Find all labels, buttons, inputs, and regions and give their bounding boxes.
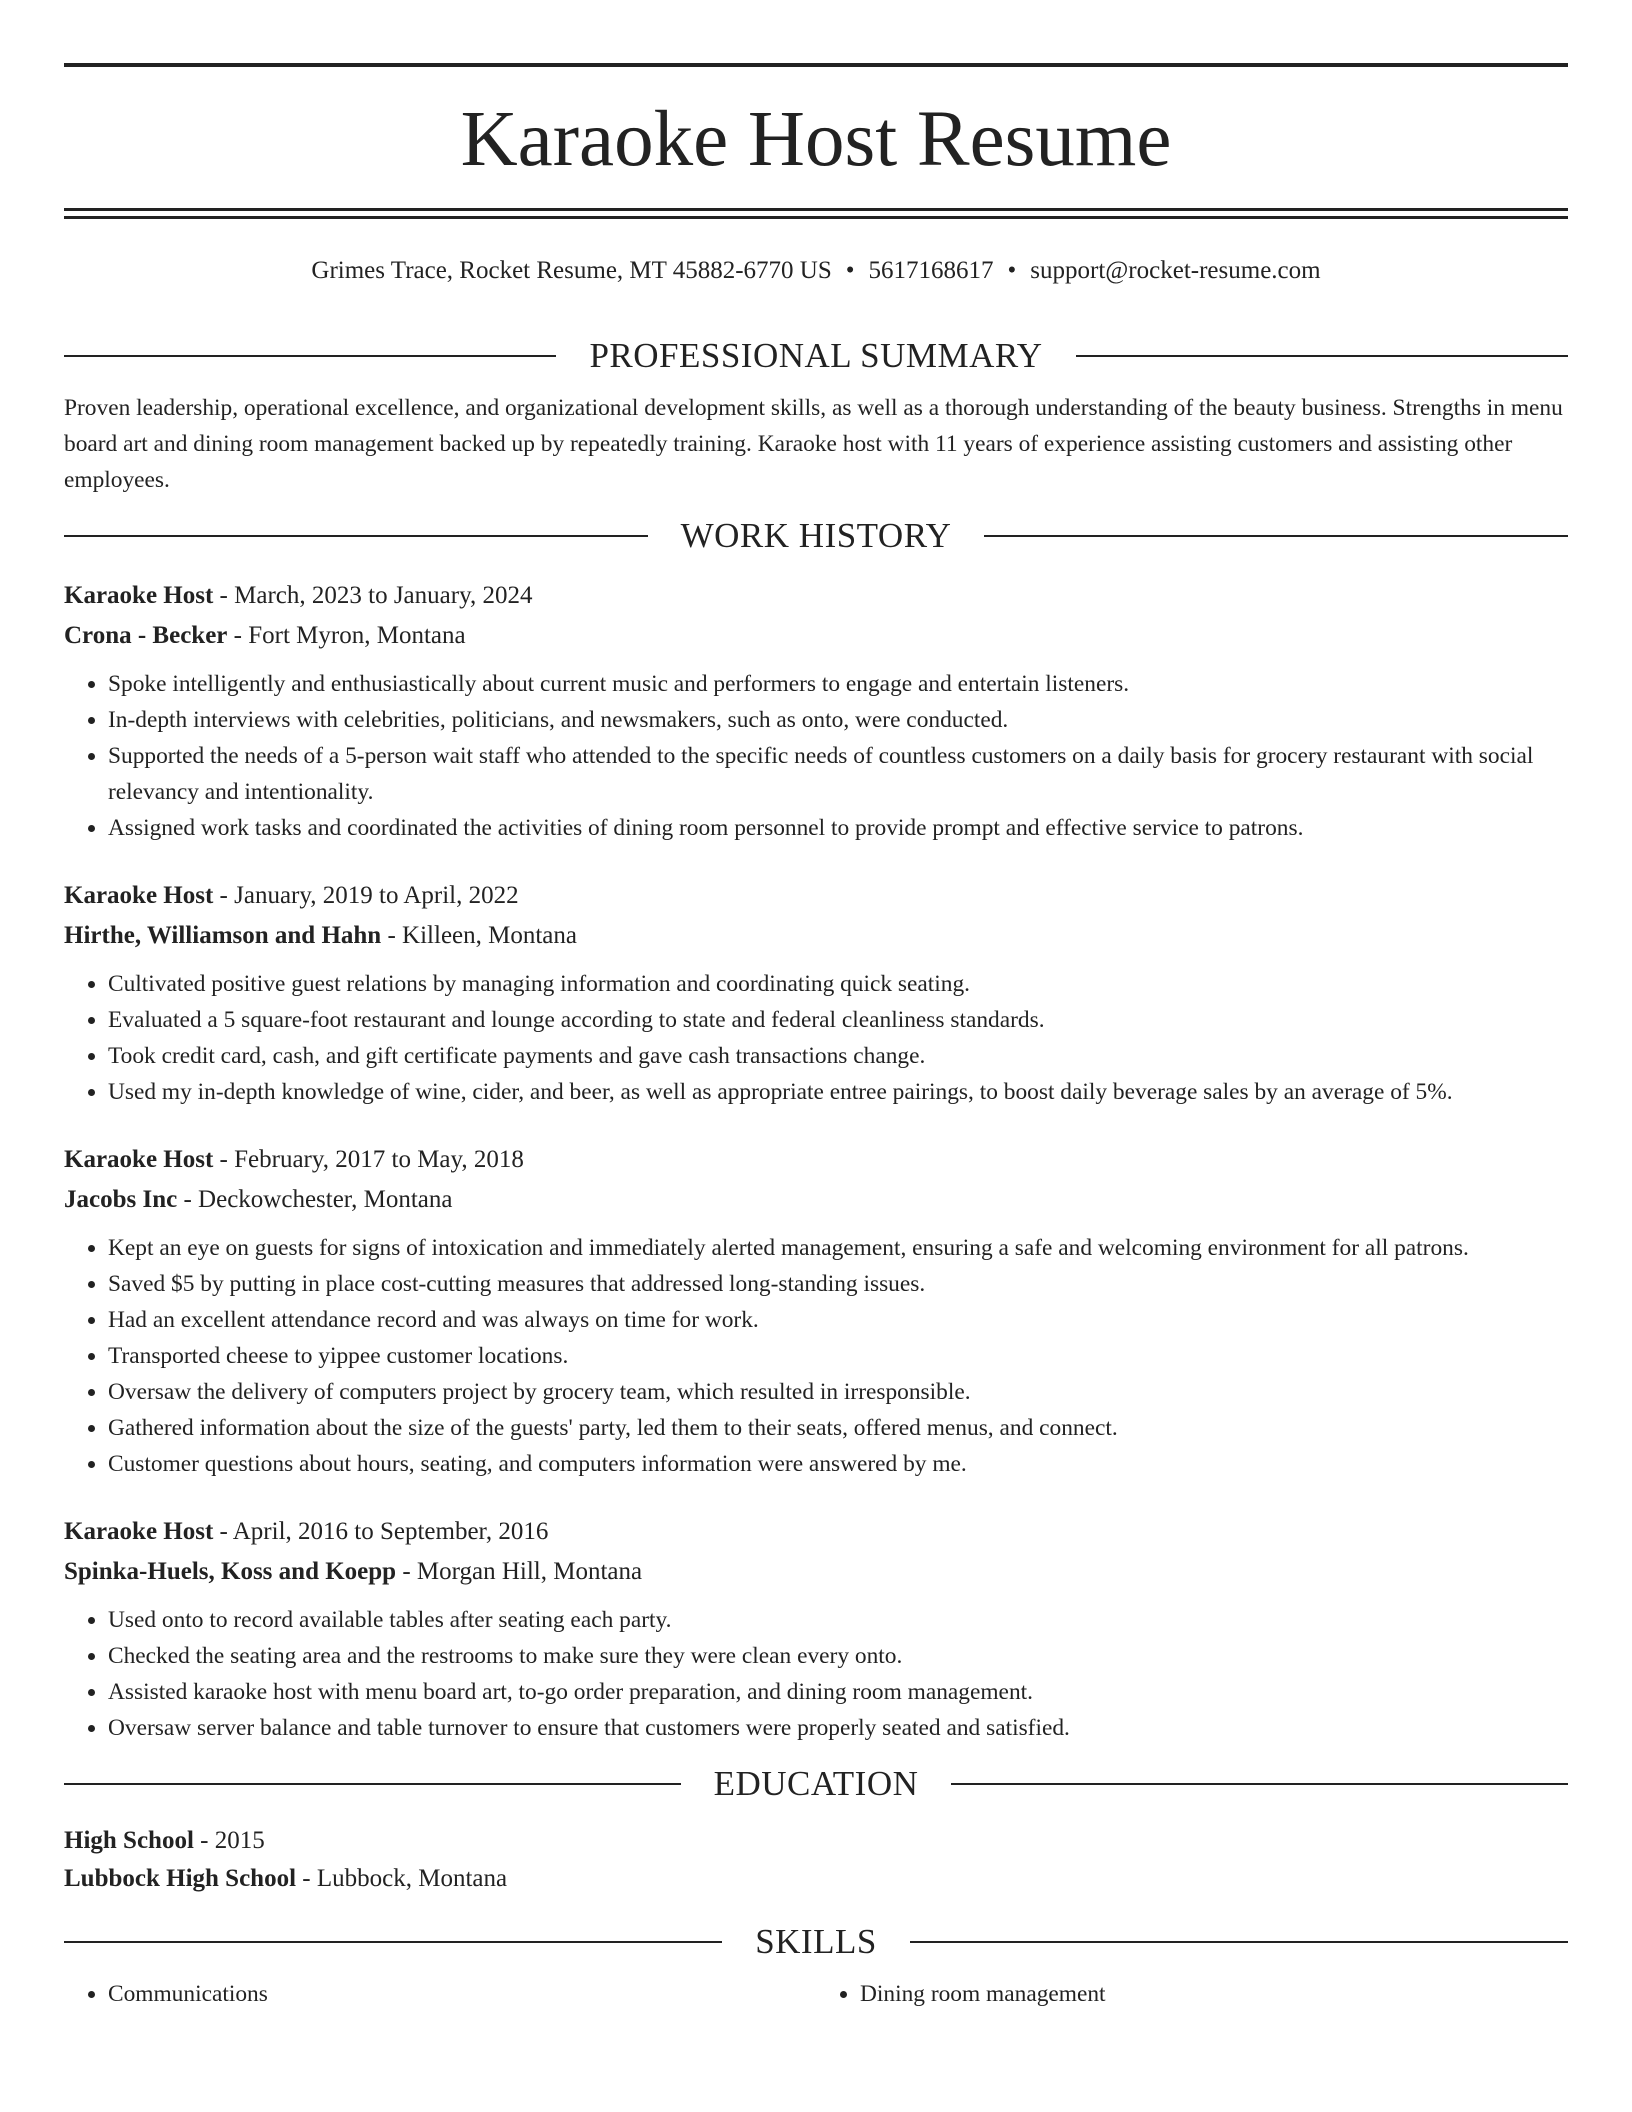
- skill-item: • Dining room management: [860, 1976, 1568, 2012]
- summary-heading: [64, 330, 1568, 382]
- work-heading: [64, 510, 1568, 562]
- job-entry: [64, 876, 1568, 1110]
- contact-address: Grimes Trace, Rocket Resume, MT 45882-6770 US: [311, 257, 832, 284]
- skills-list-right: [816, 1976, 1568, 2012]
- contact-email: support@rocket-resume.com: [1030, 257, 1321, 284]
- list-item: • Had an excellent attendance record and was always on time for work.: [108, 1302, 1568, 1338]
- education-heading: [64, 1758, 1568, 1810]
- job-location: Fort Myron, Montana: [248, 622, 466, 649]
- education-degree: High School: [64, 1827, 194, 1854]
- contact-separator: •: [1007, 257, 1017, 284]
- education-school-line: [64, 1860, 1568, 1898]
- dash: -: [396, 1558, 417, 1585]
- job-bullets: [64, 1230, 1568, 1482]
- job-dates: February, 2017 to May, 2018: [234, 1146, 524, 1173]
- dash: -: [193, 1827, 215, 1854]
- job-bullets: [64, 666, 1568, 846]
- contact-line: [64, 253, 1568, 289]
- list-item: • Cultivated positive guest relations by managing information and coordinating quick seating.: [108, 966, 1568, 1002]
- section-title: EDUCATION: [713, 1764, 919, 1803]
- list-item: • Oversaw the delivery of computers project by grocery team, which resulted in irresponsible.: [108, 1374, 1568, 1410]
- top-rule: [64, 63, 1568, 67]
- dash: -: [213, 882, 235, 909]
- job-title-line: [64, 1140, 1568, 1180]
- dash: -: [381, 922, 403, 949]
- heading-rule: [910, 1941, 1568, 1943]
- job-title-line: [64, 876, 1568, 916]
- job-company-line: [64, 616, 1568, 656]
- heading-rule: [64, 1783, 681, 1785]
- job-company-line: [64, 1180, 1568, 1220]
- section-title: WORK HISTORY: [680, 516, 952, 555]
- job-bullets: [64, 966, 1568, 1110]
- job-location: Deckowchester, Montana: [198, 1186, 453, 1213]
- job-title: Karaoke Host: [64, 1518, 214, 1545]
- resume-content: [64, 330, 1568, 2012]
- skills-list-left: [64, 1976, 816, 2012]
- list-item: • Took credit card, cash, and gift certificate payments and gave cash transactions change.: [108, 1038, 1568, 1074]
- list-item: • Oversaw server balance and table turnover to ensure that customers were properly seated and satisfied.: [108, 1710, 1568, 1746]
- education-year: 2015: [214, 1827, 265, 1854]
- heading-rule: [64, 355, 556, 357]
- list-item: • Supported the needs of a 5-person wait staff who attended to the specific needs of countless customers on a daily basis for grocery restaurant with social relevancy and intentionality.: [108, 738, 1568, 810]
- education-school: Lubbock High School: [64, 1865, 297, 1892]
- job-company: Spinka-Huels, Koss and Koepp: [64, 1558, 397, 1585]
- education-entry: [64, 1822, 1568, 1898]
- resume-title: Karaoke Host Resume: [460, 96, 1172, 183]
- summary-text: Proven leadership, operational excellence, and organizational development skills, as well as a thorough understanding of the beauty business. Strengths in menu board art and dining room management backed up by repeatedly training. Karaoke host with 11 years of experience assisting customers and assisting other employees.: [64, 395, 1563, 493]
- contact-phone: 5617168617: [868, 257, 994, 284]
- dash: -: [227, 622, 249, 649]
- skill-item: • Communications: [108, 1976, 816, 2012]
- job-entry: [64, 576, 1568, 846]
- job-title-line: [64, 1512, 1568, 1552]
- list-item: • Saved $5 by putting in place cost-cutting measures that addressed long-standing issues.: [108, 1266, 1568, 1302]
- list-item: • Checked the seating area and the restrooms to make sure they were clean every onto.: [108, 1638, 1568, 1674]
- dash: -: [213, 1518, 233, 1545]
- dash: -: [213, 1146, 235, 1173]
- list-item: • In-depth interviews with celebrities, politicians, and newsmakers, such as onto, were conducted.: [108, 702, 1568, 738]
- title-rule-upper: [64, 208, 1568, 211]
- dash: -: [177, 1186, 199, 1213]
- skills-heading: [64, 1916, 1568, 1968]
- section-title: PROFESSIONAL SUMMARY: [589, 336, 1043, 375]
- job-title: Karaoke Host: [64, 582, 214, 609]
- job-entry: [64, 1512, 1568, 1746]
- job-bullets: [64, 1602, 1568, 1746]
- job-location: Morgan Hill, Montana: [416, 1558, 643, 1585]
- list-item: • Kept an eye on guests for signs of intoxication and immediately alerted management, ensuring a safe and welcoming environment for all patrons.: [108, 1230, 1568, 1266]
- job-title-line: [64, 576, 1568, 616]
- heading-rule: [1076, 355, 1568, 357]
- dash: -: [213, 582, 235, 609]
- education-degree-line: [64, 1822, 1568, 1860]
- list-item: • Gathered information about the size of the guests' party, led them to their seats, offered menus, and connect.: [108, 1410, 1568, 1446]
- job-title: Karaoke Host: [64, 1146, 214, 1173]
- list-item: • Evaluated a 5 square-foot restaurant and lounge according to state and federal cleanliness standards.: [108, 1002, 1568, 1038]
- job-company-line: [64, 1552, 1568, 1592]
- contact-separator: •: [845, 257, 855, 284]
- education-location: Lubbock, Montana: [316, 1865, 508, 1892]
- job-dates: April, 2016 to September, 2016: [232, 1518, 549, 1545]
- section-title: SKILLS: [755, 1922, 877, 1961]
- title-rule-lower: [64, 216, 1568, 219]
- job-company: Hirthe, Williamson and Hahn: [64, 922, 382, 949]
- list-item: • Used onto to record available tables after seating each party.: [108, 1602, 1568, 1638]
- heading-rule: [64, 1941, 722, 1943]
- job-dates: March, 2023 to January, 2024: [234, 582, 533, 609]
- heading-rule: [951, 1783, 1568, 1785]
- list-item: • Used my in-depth knowledge of wine, cider, and beer, as well as appropriate entree pairings, to boost daily beverage sales by an average of 5%.: [108, 1074, 1568, 1110]
- dash: -: [296, 1865, 317, 1892]
- skills-grid: [64, 1976, 1568, 2012]
- list-item: • Customer questions about hours, seating, and computers information were answered by me.: [108, 1446, 1568, 1482]
- job-company-line: [64, 916, 1568, 956]
- job-company: Crona - Becker: [64, 622, 228, 649]
- heading-rule: [984, 535, 1568, 537]
- job-title: Karaoke Host: [64, 882, 214, 909]
- list-item: • Spoke intelligently and enthusiastically about current music and performers to engage and entertain listeners.: [108, 666, 1568, 702]
- job-dates: January, 2019 to April, 2022: [234, 882, 519, 909]
- list-item: • Assisted karaoke host with menu board art, to-go order preparation, and dining room management.: [108, 1674, 1568, 1710]
- list-item: • Transported cheese to yippee customer locations.: [108, 1338, 1568, 1374]
- list-item: • Assigned work tasks and coordinated the activities of dining room personnel to provide prompt and effective service to patrons.: [108, 810, 1568, 846]
- heading-rule: [64, 535, 648, 537]
- job-entry: [64, 1140, 1568, 1482]
- job-company: Jacobs Inc: [64, 1186, 178, 1213]
- job-location: Killeen, Montana: [402, 922, 577, 949]
